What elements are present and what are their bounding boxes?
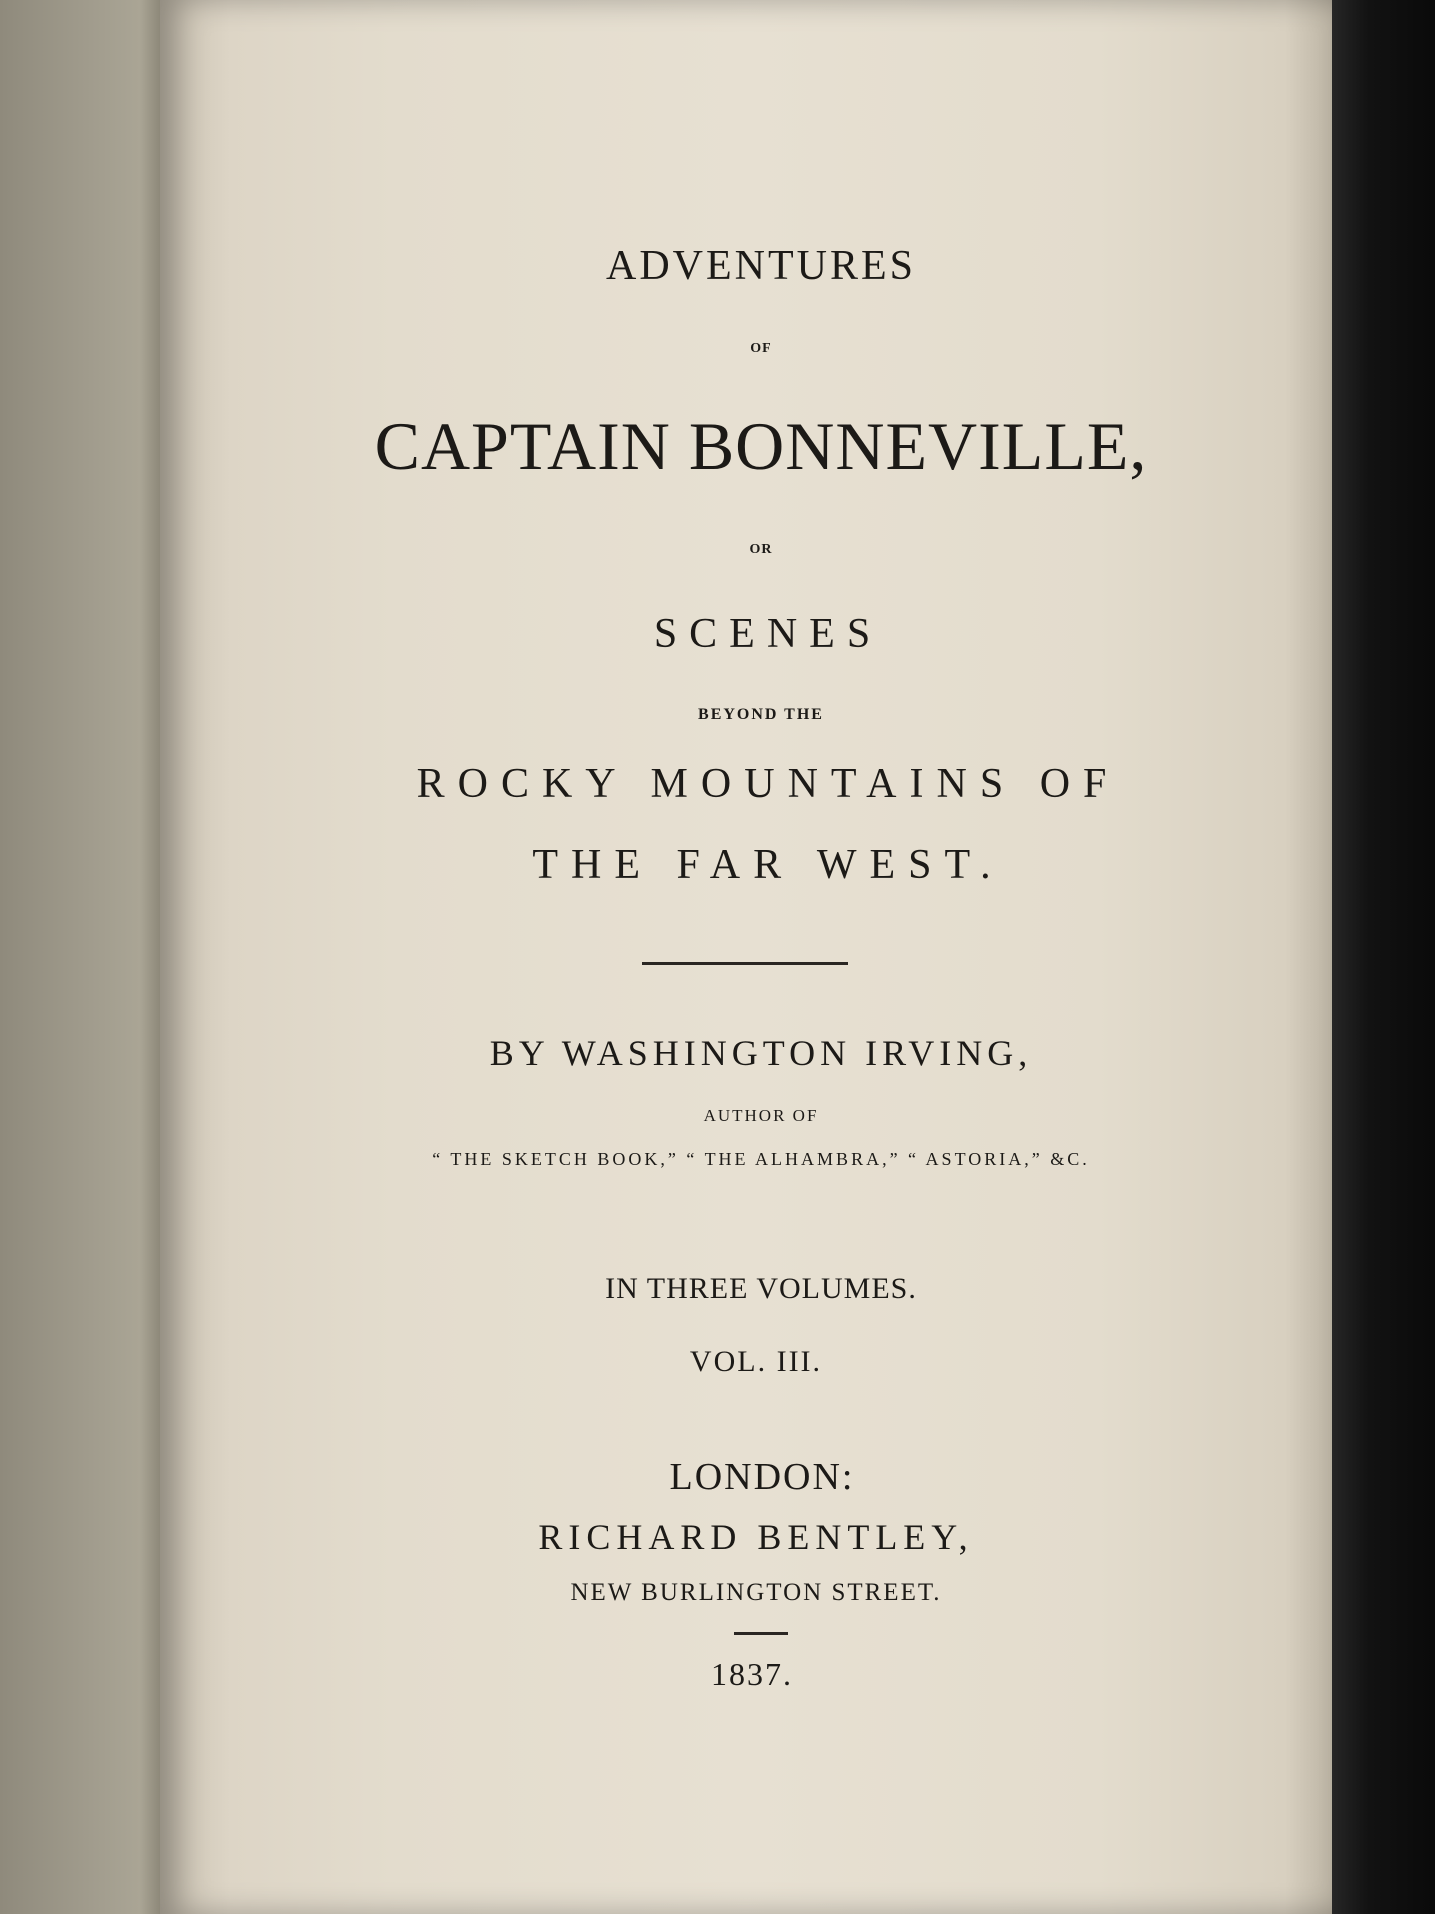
volumes-line: IN THREE VOLUMES. bbox=[605, 1272, 917, 1305]
connector-or: OR bbox=[749, 542, 773, 557]
subtitle-rocky-mountains: ROCKY MOUNTAINS OF bbox=[416, 761, 1120, 807]
connector-of: OF bbox=[750, 341, 772, 356]
title-page bbox=[160, 0, 1332, 1914]
title-line-adventures: ADVENTURES bbox=[606, 243, 916, 289]
divider-rule bbox=[642, 962, 848, 965]
connector-beyond-the: BEYOND THE bbox=[698, 706, 824, 723]
imprint-rule bbox=[734, 1632, 788, 1635]
title-line-captain-bonneville: CAPTAIN BONNEVILLE, bbox=[374, 408, 1148, 484]
author-line: BY WASHINGTON IRVING, bbox=[489, 1033, 1033, 1073]
subtitle-far-west: THE FAR WEST. bbox=[532, 842, 1004, 888]
author-of-label: AUTHOR OF bbox=[703, 1106, 819, 1125]
other-works-line: “ THE SKETCH BOOK,” “ THE ALHAMBRA,” “ ASTORIA,” &C. bbox=[432, 1149, 1090, 1169]
dark-background bbox=[1325, 0, 1435, 1914]
imprint-street: NEW BURLINGTON STREET. bbox=[570, 1579, 942, 1606]
book-page-edges bbox=[0, 0, 175, 1914]
imprint-year: 1837. bbox=[711, 1656, 793, 1692]
imprint-city: LONDON: bbox=[669, 1456, 855, 1498]
volume-number: VOL. III. bbox=[689, 1345, 823, 1378]
imprint-publisher: RICHARD BENTLEY, bbox=[538, 1517, 974, 1557]
subtitle-scenes: SCENES bbox=[653, 611, 883, 657]
